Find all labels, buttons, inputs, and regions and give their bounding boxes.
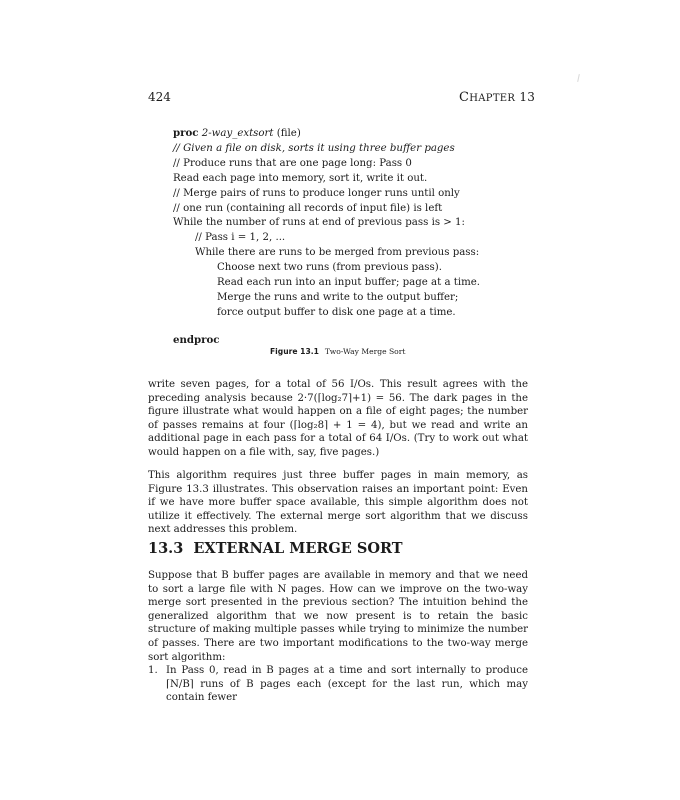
code-line: // Given a file on disk, sorts it using three buffer pages (173, 142, 455, 154)
list-item (148, 664, 528, 705)
code-line: force output buffer to disk one page at a time. (217, 306, 456, 318)
proc-keyword: proc (173, 127, 199, 139)
list-number: 1. (148, 665, 158, 676)
figure-label: Figure 13.1 (270, 347, 319, 356)
numbered-list (148, 664, 528, 705)
list-text: In Pass 0, read in B pages at a time and sort internally to produce ⌈N/B⌉ runs of B pages each (except for the last run, which may contain fewer (166, 665, 528, 704)
code-line: // Produce runs that are one page long: Pass 0 (173, 157, 412, 169)
code-line: Read each run into an input buffer; page at a time. (217, 277, 481, 289)
endproc-keyword: endproc (173, 333, 220, 346)
scan-mark (577, 74, 580, 82)
code-line: While the number of runs at end of previous pass is > 1: (173, 217, 465, 229)
page-number: 424 (148, 90, 171, 104)
code-line: While there are runs to be merged from previous pass: (195, 247, 480, 259)
section-number: 13.3 (148, 540, 184, 557)
code-line: // Merge pairs of runs to produce longer runs until only (173, 187, 460, 199)
paragraph: This algorithm requires just three buffer pages in main memory, as Figure 13.3 illustrates. This observation raises an important point: Even if we have more buffer space available, this simple algorithm does not utilize it effectively. The external merge sort algorithm that we discuss next addresses this problem. (148, 470, 528, 536)
code-line: Choose next two runs (from previous pass). (217, 262, 442, 274)
chapter-header: CHAPTER 13 (459, 90, 536, 105)
figure-title: Two-Way Merge Sort (324, 347, 406, 356)
proc-header (173, 126, 480, 142)
code-line: // one run (containing all records of input file) is left (173, 202, 443, 214)
code-line: Read each page into memory, sort it, write it out. (173, 172, 428, 184)
code-line: Merge the runs and write to the output buffer; (217, 291, 459, 303)
paragraph: Suppose that B buffer pages are available in memory and that we need to sort a large file with N pages. How can we improve on the two-way merge sort presented in the previous section? The intuition behind the generalized algorithm that we now present is to retain the basic structure of making multiple passes while trying to minimize the number of passes. There are two important modifications to the two-way merge sort algorithm: (148, 570, 528, 663)
figure-caption (270, 347, 405, 356)
paragraph: write seven pages, for a total of 56 I/Os. This result agrees with the preceding analysis because 2·7(⌈log₂7⌉+1) = 56. The dark pages in the figure illustrate what would happen on a file of eight pages; the number of passes remains at four (⌈log₂8⌉ + 1 = 4), but we read and write an additional page in each pass for a total of 64 I/Os. (Try to work out what would happen on a file with, say, five pages.) (148, 379, 528, 458)
code-line: // Pass i = 1, 2, ... (195, 232, 286, 244)
proc-args: (file) (276, 128, 301, 139)
algorithm-block (173, 126, 480, 348)
section-title: EXTERNAL MERGE SORT (193, 540, 403, 557)
proc-name: 2-way_extsort (201, 128, 274, 139)
section-heading (148, 540, 413, 557)
